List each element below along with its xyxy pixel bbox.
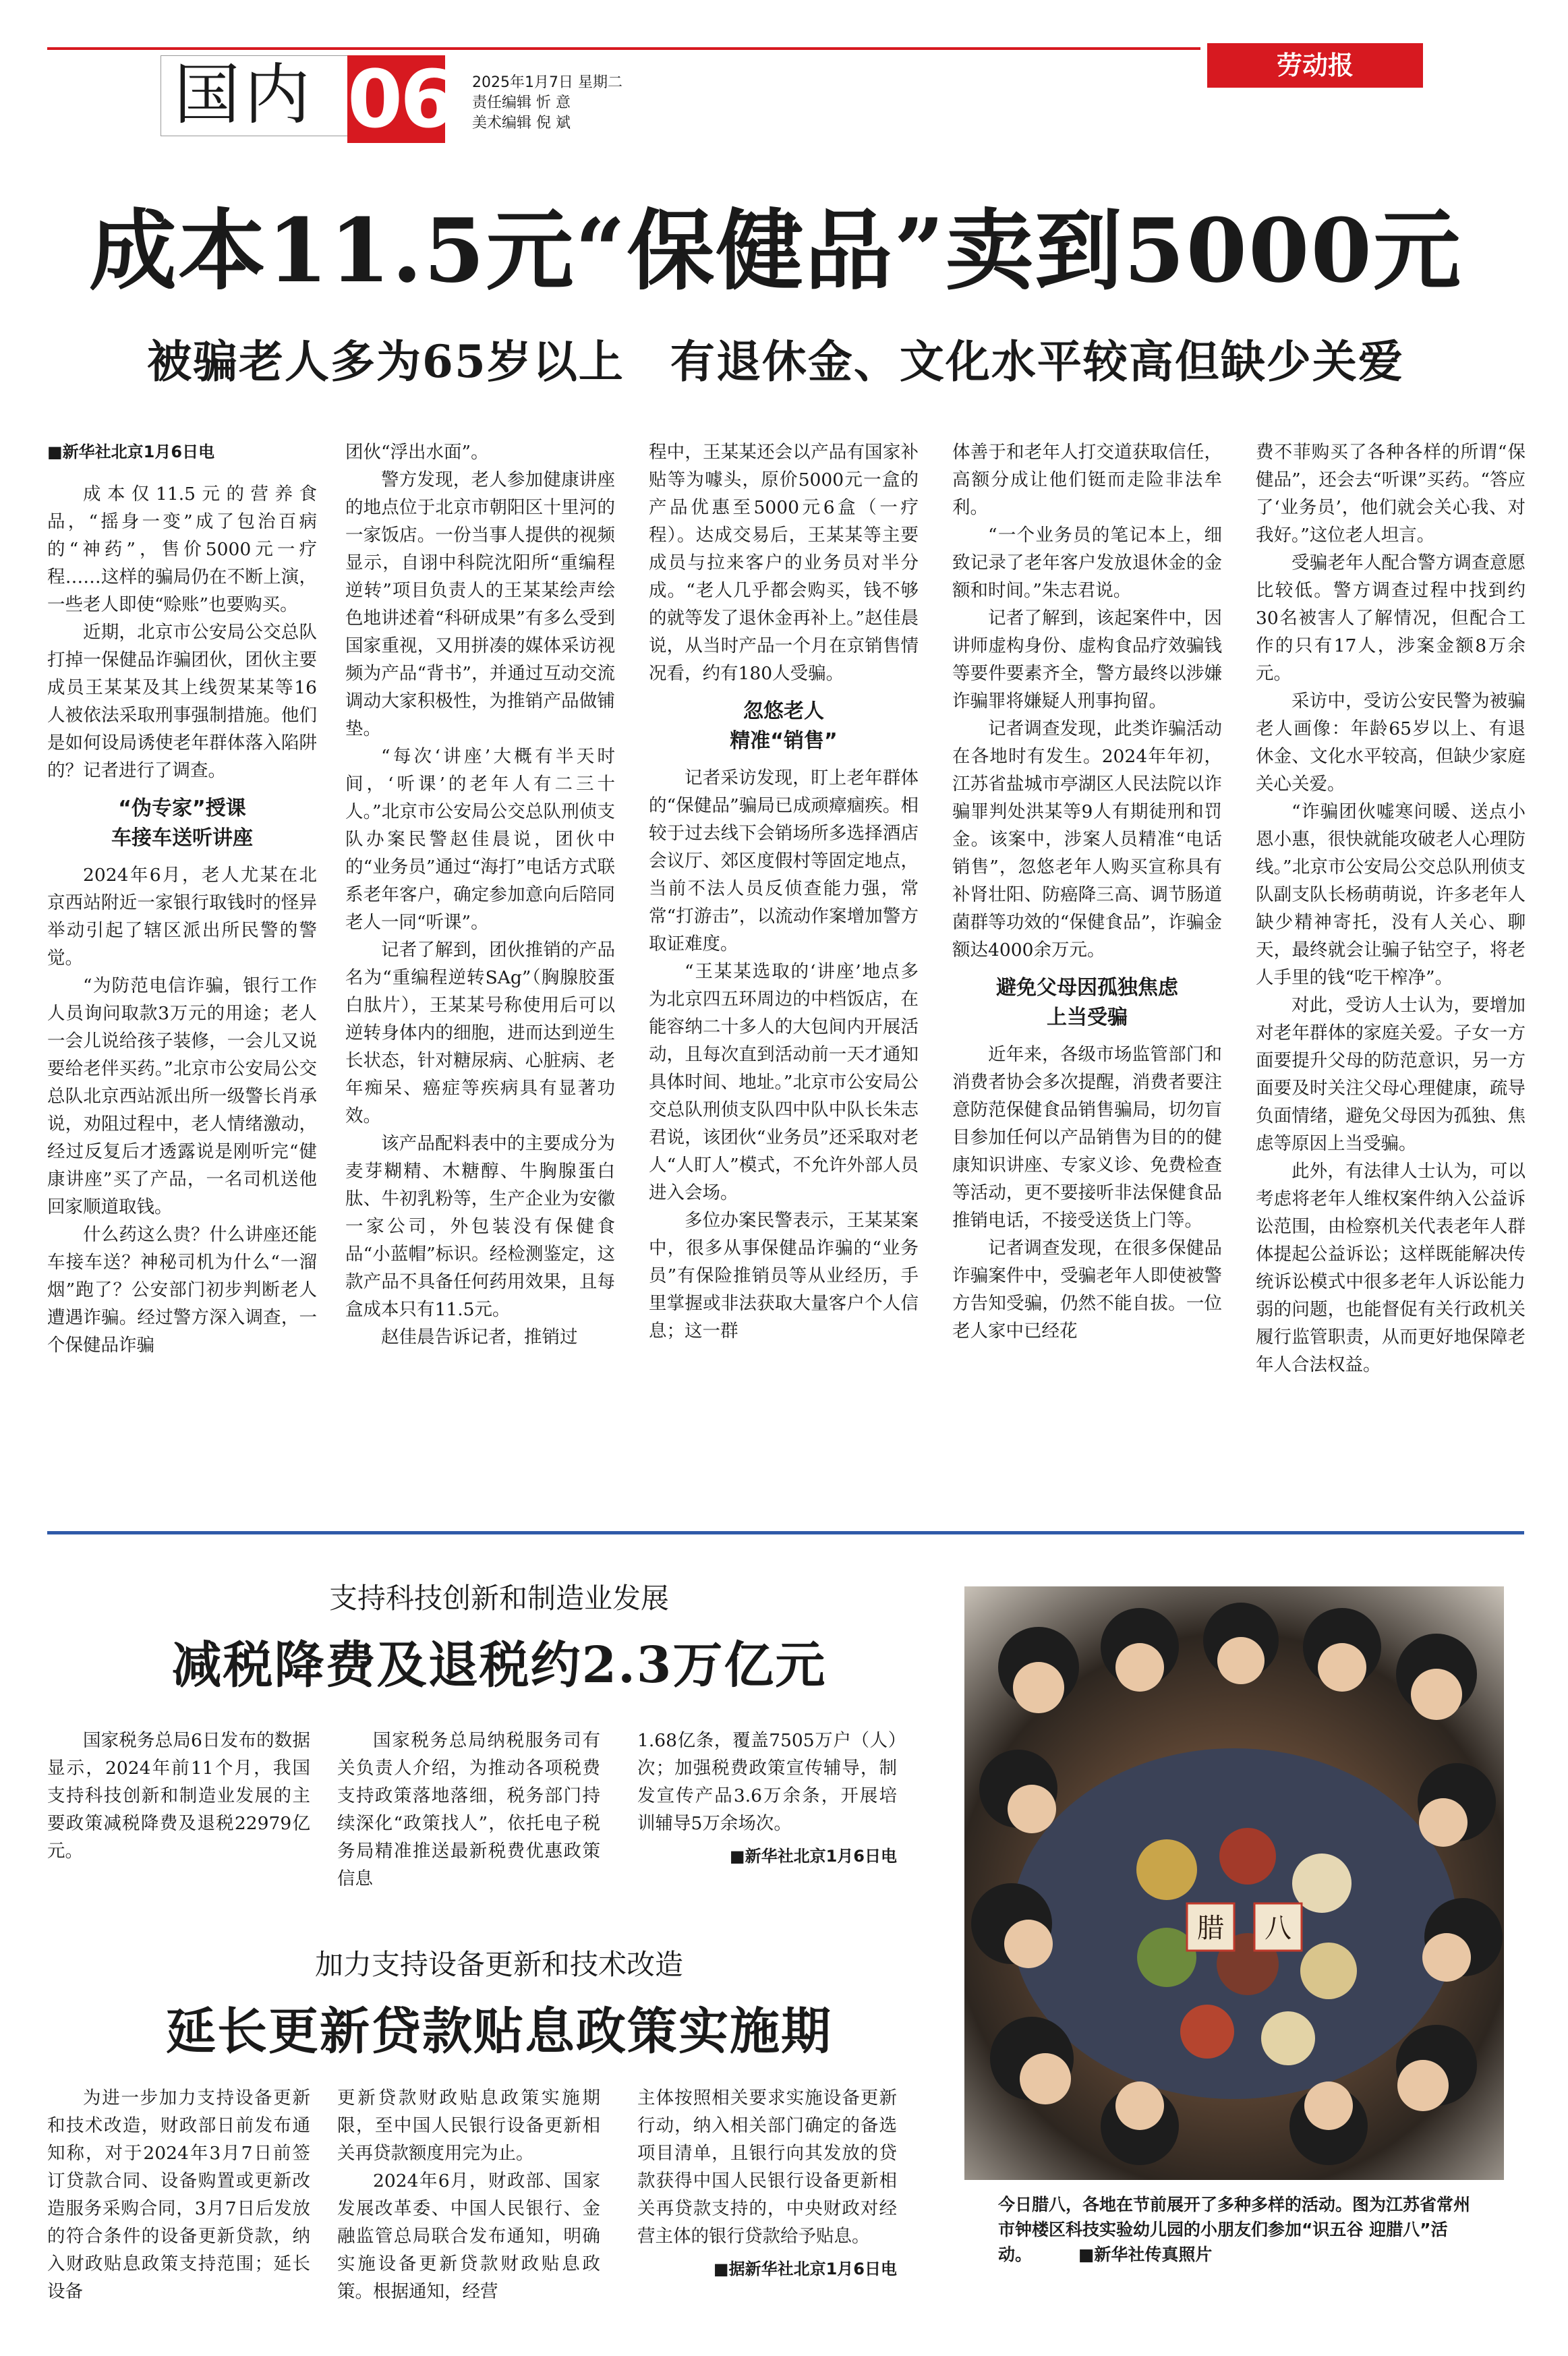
paragraph: 体善于和老年人打交道获取信任，高额分成让他们铤而走险非法牟利。	[952, 442, 1222, 518]
paragraph: 多位办案民警表示，王某某案中，很多从事保健品诈骗的“业务员”有保险推销员等从业经历，手里掌握或非法获取大量客户个人信息；这一群	[649, 1210, 919, 1342]
paragraph: 近年来，各级市场监管部门和消费者协会多次提醒，消费者要注意防范保健食品销售骗局，切勿盲目参加任何以产品销售为目的的健康知识讲座、专家义诊、免费检查等活动，更不要接听非法保健食品推销电话，不接受送货上门等。	[952, 1044, 1222, 1231]
lead-column-5	[1256, 438, 1526, 1379]
loan-dateline: ■据新华社北京1月6日电	[713, 2260, 897, 2278]
paragraph: “诈骗团伙嘘寒问暖、送点小恩小惠，很快就能攻破老人心理防线。”北京市公安局公交总队刑侦支队副支队长杨萌萌说，许多老年人缺少精神寄托，没有人关心、聊天，最终就会让骗子钻空子，将老人手里的钱“吃干榨净”。	[1256, 801, 1526, 988]
caption-text: 今日腊八，各地在节前展开了多种多样的活动。图为江苏省常州市钟楼区科技实验幼儿园的小朋友们参加“识五谷 迎腊八”活动。	[998, 2195, 1471, 2264]
loan-column-3	[637, 2084, 897, 2282]
issue-meta	[472, 73, 622, 134]
header-rule	[47, 47, 1200, 50]
paragraph: “一个业务员的笔记本上，细致记录了老年客户发放退休金的金额和时间。”朱志君说。	[952, 525, 1222, 601]
paragraph: 2024年6月，财政部、国家发展改革委、中国人民银行、金融监管总局联合发布通知，明确实施设备更新贷款财政贴息政策。根据通知，经营	[337, 2171, 600, 2302]
paragraph: “王某某选取的‘讲座’地点多为北京四五环周边的中档饭店，在能容纳二十多人的大包间内开展活动，且每次直到活动前一天才通知具体时间、地址。”北京市公安局公交总队刑侦支队四中队中队长朱志君说，该团伙“业务员”还采取对老人“人盯人”模式，不允许外部人员进入会场。	[649, 961, 919, 1203]
loan-column-2	[337, 2084, 600, 2305]
editor-credit: 责任编辑 忻 意	[472, 94, 571, 111]
sign-right-text: 八	[1265, 1913, 1291, 1944]
lead-column-1	[47, 438, 317, 1359]
paragraph: 国家税务总局纳税服务司有关负责人介绍，为推动各项税费支持政策落地落细，税务部门持续深化“政策找人”，依托电子税务局精准推送最新税费优惠政策信息	[337, 1730, 600, 1889]
photo-illustration	[964, 1586, 1504, 2180]
paragraph: 此外，有法律人士认为，可以考虑将老年人维权案件纳入公益诉讼范围，由检察机关代表老年人群体提起公益诉讼；这样既能解决传统诉讼模式中很多老年人诉讼能力弱的问题，也能督促有关行政机关履行监管职责，从而更好地保障老年人合法权益。	[1256, 1161, 1526, 1375]
paragraph: 记者了解到，该起案件中，因讲师虚构身份、虚构食品疗效骗钱等要件要素齐全，警方最终以涉嫌诈骗罪将嫌疑人刑事拘留。	[952, 608, 1222, 712]
paragraph: 记者调查发现，此类诈骗活动在各地时有发生。2024年年初，江苏省盐城市亭湖区人民法院以诈骗罪判处洪某等9人有期徒刑和罚金。该案中，涉案人员精准“电话销售”，忽悠老年人购买宣称具有补肾壮阳、防癌降三高、调节肠道菌群等功效的“保健食品”，诈骗金额达4000余万元。	[952, 718, 1222, 960]
paragraph: 2024年6月，老人尤某在北京西站附近一家银行取钱时的怪异举动引起了辖区派出所民警的警觉。	[47, 865, 317, 969]
lead-column-2	[345, 438, 615, 1351]
laba-festival-photo	[964, 1586, 1504, 2180]
paragraph: 什么药这么贵？什么讲座还能车接车送？神秘司机为什么“一溜烟”跑了？公安部门初步判断老人遭遇诈骗。经过警方深入调查，一个保健品诈骗	[47, 1224, 317, 1356]
paragraph: 记者了解到，团伙推销的产品名为“重编程逆转SAg”（胸腺胶蛋白肽片），王某某号称使用后可以逆转身体内的细胞，进而达到逆生长状态，针对糖尿病、心脏病、老年痴呆、癌症等疾病具有显著功效。	[345, 940, 615, 1126]
paragraph: 受骗老年人配合警方调查意愿比较低。警方调查过程中找到约30名被害人了解情况，但配合工作的只有17人，涉案金额8万余元。	[1256, 552, 1526, 684]
tax-column-1	[47, 1727, 310, 1865]
photo-credit: ■新华社传真照片	[1078, 2245, 1213, 2264]
subhead-targeting-elderly: 忽悠老人 精准“销售”	[730, 699, 838, 753]
paragraph: 费不菲购买了各种各样的所谓“保健品”，还会去“听课”买药。“答应了‘业务员’，他们就会关心我、对我好。”这位老人坦言。	[1256, 442, 1526, 546]
paragraph: 团伙“浮出水面”。	[345, 442, 489, 463]
section-name: 国内	[174, 57, 315, 134]
paragraph: 对此，受访人士认为，要增加对老年群体的家庭关爱。子女一方面要提升父母的防范意识，另一方面要及时关注父母心理健康，疏导负面情绪，避免父母因为孤独、焦虑等原因上当受骗。	[1256, 995, 1526, 1154]
paragraph: 记者采访发现，盯上老年群体的“保健品”骗局已成顽瘴痼疾。相较于过去线下会销场所多选择酒店会议厅、郊区度假村等固定地点，当前不法人员反侦查能力强，常常“打游击”，以流动作案增加警方取证难度。	[649, 768, 919, 954]
lead-headline: 成本11.5元“保健品”卖到5000元	[89, 199, 1462, 302]
masthead-text: 劳动报	[1276, 51, 1354, 80]
lead-column-4	[952, 438, 1222, 1345]
tax-column-2	[337, 1727, 600, 1893]
paragraph: 为进一步加力支持设备更新和技术改造，财政部日前发布通知称，对于2024年3月7日前签订贷款合同、设备购置或更新改造服务采购合同，3月7日后发放的符合条件的设备更新贷款，纳入财政贴息政策支持范围；延长设备	[47, 2088, 310, 2302]
photo-caption	[998, 2192, 1470, 2267]
paragraph: 赵佳晨告诉记者，推销过	[381, 1327, 578, 1348]
subhead-avoid-loneliness: 避免父母因孤独焦虑 上当受骗	[996, 976, 1178, 1029]
paragraph: 采访中，受访公安民警为被骗老人画像：年龄65岁以上、有退休金、文化水平较高，但缺少家庭关心关爱。	[1256, 691, 1526, 795]
loan-column-1	[47, 2084, 310, 2305]
paragraph: “为防范电信诈骗，银行工作人员询问取款3万元的用途；老人一会儿说给孩子装修，一会儿又说要给老伴买药。”北京市公安局公交总队北京西站派出所一级警长肖承说，劝阻过程中，老人情绪激动，经过反复后才透露说是刚听完“健康讲座”买了产品，一名司机送他回家顺道取钱。	[47, 975, 317, 1217]
paragraph: “每次‘讲座’大概有半天时间，‘听课’的老年人有二三十人。”北京市公安局公交总队刑侦支队办案民警赵佳晨说，团伙中的“业务员”通过“海打”电话方式联系老年客户，确定参加意向后陪同老人一同“听课”。	[345, 746, 615, 933]
paragraph: 警方发现，老人参加健康讲座的地点位于北京市朝阳区十里河的一家饭店。一份当事人提供的视频显示，自诩中科院沈阳所“重编程逆转”项目负责人的王某某绘声绘色地讲述着“科研成果”有多么受到国家重视，又用拼凑的媒体采访视频为产品“背书”，并通过互动交流调动大家积极性，为推销产品做铺垫。	[345, 469, 615, 739]
masthead-logo	[1207, 43, 1423, 88]
subhead-fake-expert: “伪专家”授课 车接车送听讲座	[111, 797, 253, 850]
paragraph: 国家税务总局6日发布的数据显示，2024年前11个月，我国支持科技创新和制造业发展的主要政策减税降费及退税22979亿元。	[47, 1730, 310, 1862]
loan-kicker: 加力支持设备更新和技术改造	[314, 1948, 683, 1981]
section-divider	[47, 1531, 1524, 1534]
lead-subheadline: 被骗老人多为65岁以上 有退休金、文化水平较高但缺少关爱	[147, 335, 1404, 388]
paragraph: 该产品配料表中的主要成分为麦芽糊精、木糖醇、牛胸腺蛋白肽、牛初乳粉等，生产企业为安徽一家公司，外包装没有保健食品“小蓝帽”标识。经检测鉴定，这款产品不具备任何药用效果，且每盒成本只有11.5元。	[345, 1133, 615, 1320]
paragraph: 更新贷款财政贴息政策实施期限，至中国人民银行设备更新相关再贷款额度用完为止。	[337, 2088, 600, 2164]
paragraph: 近期，北京市公安局公交总队打掉一保健品诈骗团伙，团伙主要成员王某某及其上线贺某某等16人被依法采取刑事强制措施。他们是如何设局诱使老年群体落入陷阱的？记者进行了调查。	[47, 622, 317, 781]
tax-column-3	[637, 1727, 897, 1870]
paragraph: 成本仅11.5元的营养食品，“摇身一变”成了包治百病的“神药”，售价5000元一疗程……这样的骗局仍在不断上演，一些老人即使“赊账”也要购买。	[47, 484, 317, 615]
issue-date: 2025年1月7日 星期二	[472, 74, 622, 91]
page-number: 06	[347, 53, 453, 146]
paragraph: 主体按照相关要求实施设备更新行动，纳入相关部门确定的备选项目清单，且银行向其发放的贷款获得中国人民银行设备更新相关再贷款支持的，中央财政对经营主体的银行贷款给予贴息。	[637, 2088, 897, 2247]
paragraph: 1.68亿条，覆盖7505万户（人）次；加强税费政策宣传辅导，制发宣传产品3.6万余条，开展培训辅导5万余场次。	[637, 1730, 897, 1834]
tax-dateline: ■新华社北京1月6日电	[729, 1847, 897, 1866]
paragraph: 记者调查发现，在很多保健品诈骗案件中，受骗老年人即使被警方告知受骗，仍然不能自拔。一位老人家中已经花	[952, 1238, 1222, 1342]
paragraph: 程中，王某某还会以产品有国家补贴等为噱头，原价5000元一盒的产品优惠至5000元6盒（一疗程）。达成交易后，王某某等主要成员与拉来客户的业务员对半分成。“老人几乎都会购买，钱不够的就等发了退休金再补上。”赵佳晨说，从当时产品一个月在京销售情况看，约有180人受骗。	[649, 442, 919, 684]
tax-headline: 减税降费及退税约2.3万亿元	[171, 1636, 827, 1694]
sign-left-text: 腊	[1197, 1913, 1224, 1944]
loan-headline: 延长更新贷款贴息政策实施期	[166, 2003, 832, 2061]
lead-dateline: ■新华社北京1月6日电	[47, 442, 215, 461]
art-editor-credit: 美术编辑 倪 斌	[472, 115, 571, 132]
tax-kicker: 支持科技创新和制造业发展	[328, 1582, 669, 1615]
lead-column-3	[649, 438, 919, 1345]
